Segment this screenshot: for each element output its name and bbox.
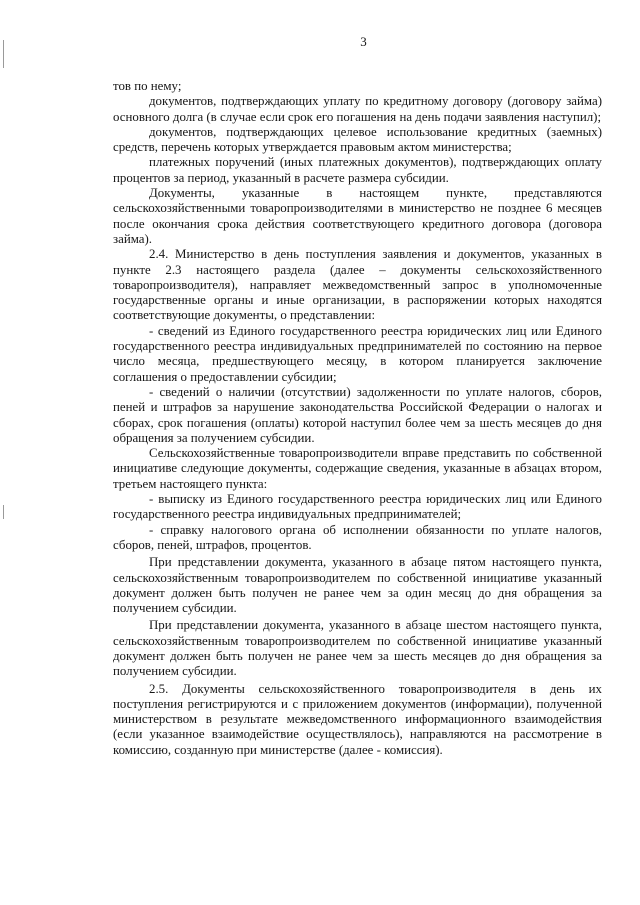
paragraph-5: Документы, указанные в настоящем пункте, представляются сельскохозяйственными товаропроизводителями в министерство не позднее 6 месяцев после окончания срока действия соответствующего кредитного договора (договора займа). xyxy=(113,186,602,246)
paragraph-14: 2.5. Документы сельскохозяйственного товаропроизводителя в день их поступления регистрируются и с приложением документов (информации), полученной министерством в результате межведомственного информационного взаимодействия (если указанное взаимодействие осуществлялось), направляются на рассмотрение в комиссию, созданную при министерстве (далее - комиссия). xyxy=(113,681,602,757)
paragraph-8: - сведений о наличии (отсутствии) задолженности по уплате налогов, сборов, пеней и штрафов за нарушение законодательства Российской Федерации о налогах и сборах, срок погашения (оплаты) которой наступил более чем за шесть месяцев до дня обращения за получением субсидии. xyxy=(113,384,602,445)
scan-edge-mark xyxy=(3,505,4,519)
paragraph-4: платежных поручений (иных платежных документов), подтверждающих оплату процентов за период, указанный в расчете размера субсидии. xyxy=(113,155,602,185)
scan-edge-mark xyxy=(3,40,4,68)
paragraph-13: При представлении документа, указанного в абзаце шестом настоящего пункта, сельскохозяйственным товаропроизводителем по собственной инициативе указанный документ должен быть получен не ранее чем за шесть месяцев до дня обращения за получением субсидии. xyxy=(113,618,602,679)
paragraph-3: документов, подтверждающих целевое использование кредитных (заемных) средств, перечень которых утверждается правовым актом министерства; xyxy=(113,124,602,155)
document-body xyxy=(113,79,602,758)
paragraph-7: - сведений из Единого государственного реестра юридических лиц или Единого государственного реестра индивидуальных предпринимателей по состоянию на первое число месяца, предшествующего месяцу, в котором планируется заключение соглашения о предоставлении субсидии; xyxy=(113,323,602,384)
paragraph-11: - справку налогового органа об исполнении обязанности по уплате налогов, сборов, пеней, штрафов, процентов. xyxy=(113,522,602,552)
page-number: 3 xyxy=(360,34,367,49)
paragraph-2: документов, подтверждающих уплату по кредитному договору (договору займа) основного долга (в случае если срок его погашения на день подачи заявления наступил); xyxy=(113,94,602,124)
paragraph-12: При представлении документа, указанного в абзаце пятом настоящего пункта, сельскохозяйственным товаропроизводителем по собственной инициативе указанный документ должен быть получен не ранее чем за один месяц до дня обращения за получением субсидии. xyxy=(113,555,602,616)
paragraph-10: - выписку из Единого государственного реестра юридических лиц или Единого государственного реестра индивидуальных предпринимателей; xyxy=(113,492,602,522)
paragraph-9: Сельскохозяйственные товаропроизводители вправе представить по собственной инициативе следующие документы, содержащие сведения, указанные в абзацах втором, третьем настоящего пункта: xyxy=(113,446,602,491)
paragraph-6: 2.4. Министерство в день поступления заявления и документов, указанных в пункте 2.3 настоящего раздела (далее – документы сельскохозяйственного товаропроизводителя), направляет межведомственный запрос в уполномоченные государственные органы и иные организации, в распоряжении которых находятся соответствующие документы, о представлении: xyxy=(113,247,602,323)
paragraph-1: тов по нему; xyxy=(113,79,182,93)
